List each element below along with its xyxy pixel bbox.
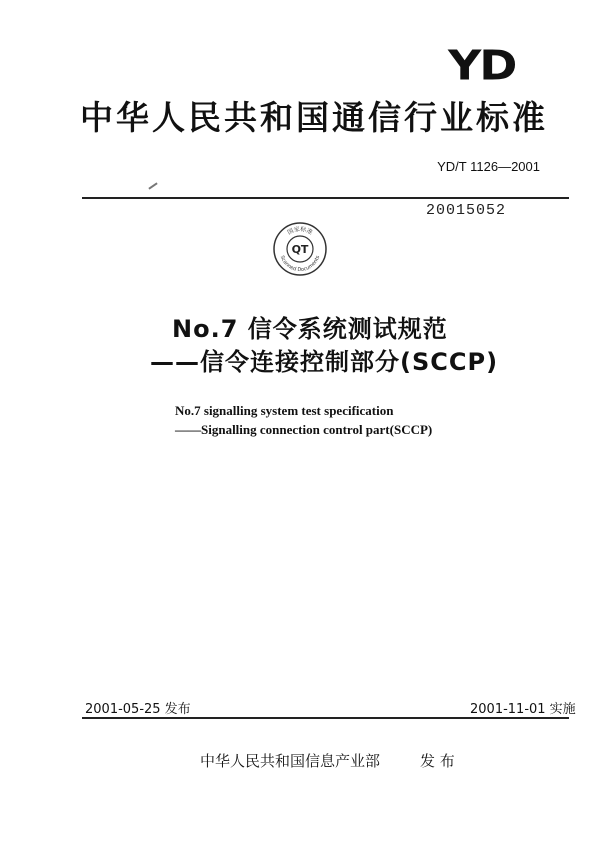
standard-code: YD/T 1126—2001 xyxy=(437,159,540,174)
registration-number: 20015052 xyxy=(426,202,507,219)
seal-ring-bottom-text: Scanned Documents xyxy=(278,254,322,274)
publish-label: 发 布 xyxy=(420,752,455,770)
svg-text:国家标准 xyxy=(286,225,314,237)
top-divider xyxy=(82,197,569,199)
title-chinese-line-1: No.7 信令系统测试规范 xyxy=(172,315,448,343)
title-english-line-1: No.7 signalling system test specification xyxy=(175,403,394,418)
seal-center-text: QT xyxy=(291,243,309,256)
qt-seal-icon xyxy=(272,221,328,277)
bottom-divider xyxy=(82,717,569,719)
scan-mark xyxy=(148,182,157,189)
issue-date: 2001-05-25 发布 xyxy=(85,702,191,717)
standard-category-heading: 中华人民共和国通信行业标准 xyxy=(80,98,548,137)
title-english-line-2: ——Signalling connection control part(SCCP) xyxy=(175,422,433,437)
publisher-name: 中华人民共和国信息产业部 xyxy=(200,752,381,770)
seal-ring-top-text: 国家标准 xyxy=(286,225,314,237)
yd-logo: YD xyxy=(448,40,516,90)
title-chinese-line-2: ——信令连接控制部分(SCCP) xyxy=(150,348,499,376)
implementation-date: 2001-11-01 实施 xyxy=(470,702,576,717)
